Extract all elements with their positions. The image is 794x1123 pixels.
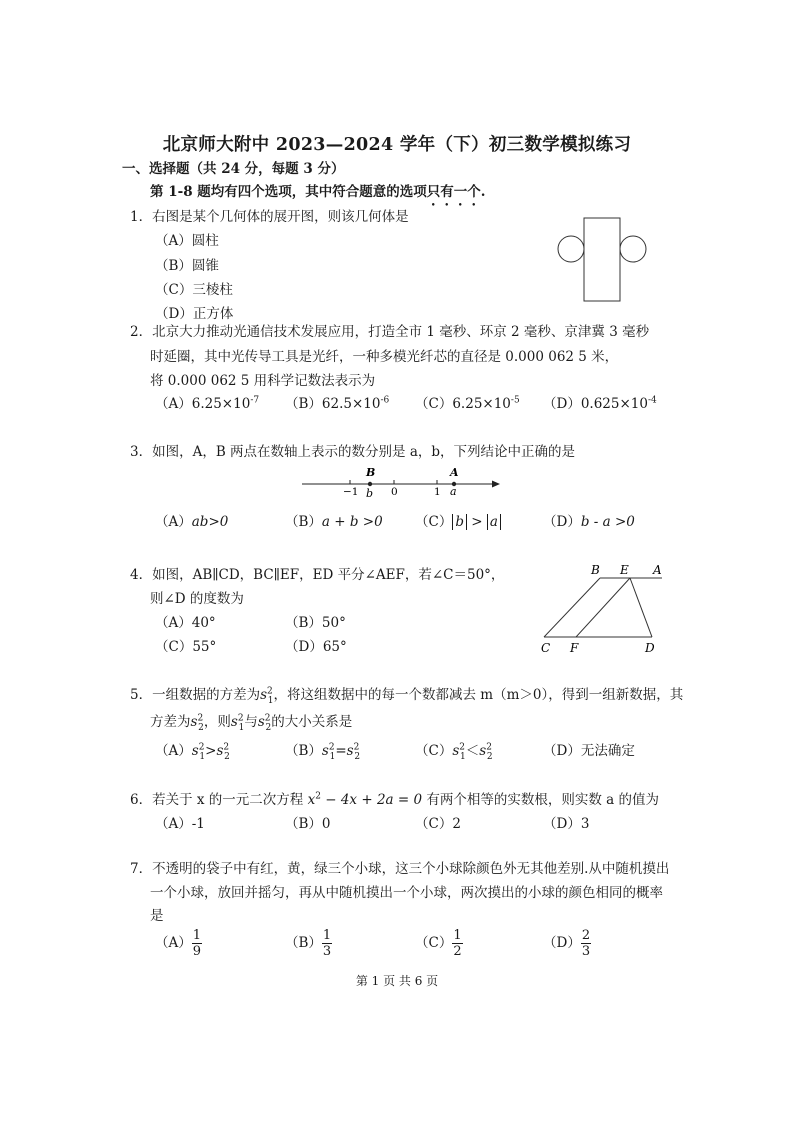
q3-number-line (300, 462, 505, 500)
q1-net-figure (555, 215, 650, 305)
section-heading: 一、选择题（共 24 分，每题 3 分） (122, 161, 345, 177)
q2-line2: 时延圈，其中光传导工具是光纤，一种多模光纤芯的直径是 0.000 062 5 米， (150, 349, 619, 365)
q6-stem: 6．若关于 x 的一元二次方程 $x^2 - 4x + 2a = 0$ 有两个相等的实数根，则实数 a 的值为 (130, 791, 660, 808)
q6-option-d: （D）3 (543, 816, 590, 832)
q5-line1: 5．一组数据的方差为$s^2_1$，将这组数据中的每一个数都减去 m（m＞0），得到一组新数据，其 (130, 686, 684, 706)
q7-line1: 7．不透明的袋子中有红，黄，绿三个小球，这三个小球除颜色外无其他差别.从中随机摸出 (130, 861, 670, 877)
q5-option-a: $(A)s^2_1>s^2_2$ (155, 742, 230, 762)
q1-option-c: （C）三棱柱 (155, 282, 233, 298)
q4-line2: 则∠D 的度数为 (150, 591, 244, 607)
page-footer: 第 1 页 共 6 页 (355, 974, 439, 988)
section-instruction: 第 1-8 题均有四个选项，其中符合题意的选项只有一个. (150, 184, 486, 200)
q3-option-a: （A）ab>0 (155, 514, 229, 530)
fig-label-D: D (645, 641, 655, 655)
q1-stem: 1．右图是某个几何体的展开图，则该几何体是 (130, 209, 409, 225)
q2-option-c: $(C)6.25\times 10^{-5}$ (415, 395, 520, 412)
fig-label-B: B (591, 563, 600, 577)
q6-option-a: （A）-1 (155, 816, 205, 832)
fig-label-F: F (570, 641, 579, 655)
label-A: A (450, 466, 459, 479)
page-title: 北京师大附中 2023—2024 学年（下）初三数学模拟练习 (162, 135, 632, 155)
q5-option-b: $(B)s^2_1=s^2_2$ (285, 742, 361, 762)
q4-option-b: （B）50° (285, 615, 346, 631)
q7-line3: 是 (150, 908, 164, 924)
q4-option-a: （A）40° (155, 615, 216, 631)
q5-option-c: $(C)s^2_1<s^2_2$ (415, 742, 493, 762)
q7-line2: 一个小球，放回并摇匀，再从中随机摸出一个小球，两次摸出的小球的颜色相同的概率 (150, 885, 663, 901)
point-b (368, 482, 372, 486)
q2-option-b: $(B)62.5\times 10^{-6}$ (285, 395, 390, 412)
q3-option-c: （C） b > a (415, 510, 501, 530)
q5-line2: 方差为$s^2_2$，则$s^2_1$与$s^2_2$的大小关系是 (150, 713, 353, 733)
q6-option-b: （B）0 (285, 816, 331, 832)
q1-option-d: （D）正方体 (155, 306, 234, 322)
q1-option-a: （A）圆柱 (155, 233, 219, 249)
emphasis-only-one: 只有一个 (426, 184, 481, 200)
q2-line3: 将 0.000 062 5 用科学记数法表示为 (150, 373, 376, 389)
q7-option-d: （D） $\frac{2}{3}$ (543, 928, 591, 959)
q3-option-b: （B）a + b >0 (285, 514, 383, 530)
tick-a: a (450, 485, 457, 498)
fig-label-A: A (653, 563, 662, 577)
fig-label-E: E (620, 563, 629, 577)
q4-option-d: （D）65° (285, 639, 347, 655)
q1-option-b: （B）圆锥 (155, 258, 219, 274)
q2-option-d: $(D)0.625\times 10^{-4}$ (543, 395, 657, 412)
q4-figure (535, 560, 670, 657)
q7-option-b: （B） $\frac{1}{3}$ (285, 928, 332, 959)
q5-option-d: （D）无法确定 (543, 743, 635, 759)
tick-1: 1 (434, 486, 441, 498)
q4-line1: 4．如图，AB∥CD，BC∥EF，ED 平分∠AEF，若∠C＝50°， (130, 567, 505, 583)
tick-b: b (366, 487, 374, 500)
q7-option-a: （A） $\frac{1}{9}$ (155, 928, 202, 959)
q7-option-c: （C） $\frac{1}{2}$ (415, 928, 462, 959)
q2-option-a: $(A)6.25\times 10^{-7}$ (155, 395, 260, 412)
tick-neg1: −1 (343, 486, 359, 498)
q2-line1: 2．北京大力推动光通信技术发展应用，打造全市 1 毫秒、环京 2 毫秒、京津冀 3 毫秒 (130, 324, 650, 340)
tick-0: 0 (391, 486, 398, 498)
q3-stem: 3．如图，A，B 两点在数轴上表示的数分别是 a，b，下列结论中正确的是 (130, 444, 576, 460)
q3-option-d: （D）b - a >0 (543, 514, 635, 530)
fig-label-C: C (541, 641, 551, 655)
q4-option-c: （C）55° (155, 639, 217, 655)
q6-option-c: （C）2 (415, 816, 461, 832)
label-B: B (366, 466, 376, 479)
